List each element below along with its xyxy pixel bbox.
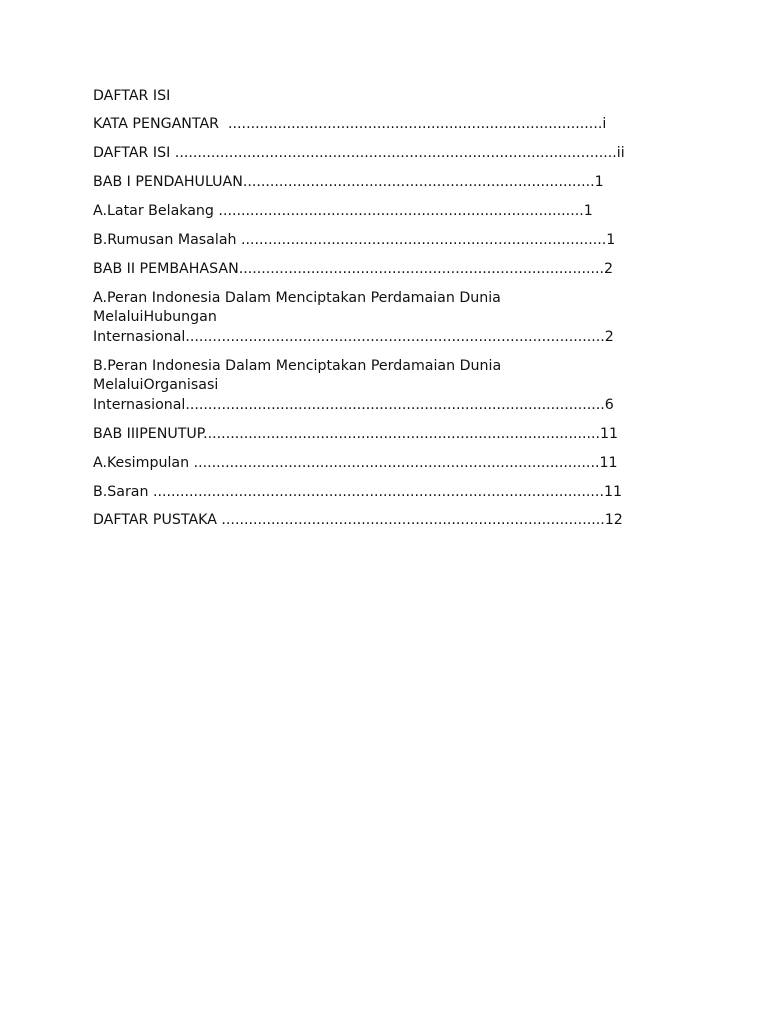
toc-entry-bab-1: BAB I PENDAHULUAN..............................................................................1 xyxy=(93,174,604,191)
toc-entry-kesimpulan: A.Kesimpulan ..........................................................................................11 xyxy=(93,454,618,471)
toc-entry-saran: B.Saran ....................................................................................................11 xyxy=(93,483,623,500)
toc-entry-kata-pengantar: KATA PENGANTAR ...................................................................................i xyxy=(93,116,607,133)
toc-entry-latar-belakang: A.Latar Belakang .................................................................................1 xyxy=(93,202,593,219)
toc-entry-hubungan-internasional: A.Peran Indonesia Dalam Menciptakan Perdamaian Dunia MelaluiHubungan Internasional.............................................................................................2 xyxy=(93,289,614,345)
toc-entry-bab-2: BAB II PEMBAHASAN.................................................................................2 xyxy=(93,260,614,277)
toc-entry-bab-3: BAB IIIPENUTUP........................................................................................11 xyxy=(93,425,619,442)
toc-entry-rumusan-masalah: B.Rumusan Masalah .................................................................................1 xyxy=(93,231,616,248)
toc-title: DAFTAR ISI xyxy=(93,88,171,104)
toc-entry-organisasi-internasional: B.Peran Indonesia Dalam Menciptakan Perdamaian Dunia MelaluiOrganisasi Internasional.............................................................................................6 xyxy=(93,357,614,413)
toc-entry-daftar-pustaka: DAFTAR PUSTAKA .....................................................................................12 xyxy=(93,512,623,529)
toc-entry-daftar-isi: DAFTAR ISI ..................................................................................................ii xyxy=(93,145,625,162)
table-of-contents xyxy=(93,86,693,540)
